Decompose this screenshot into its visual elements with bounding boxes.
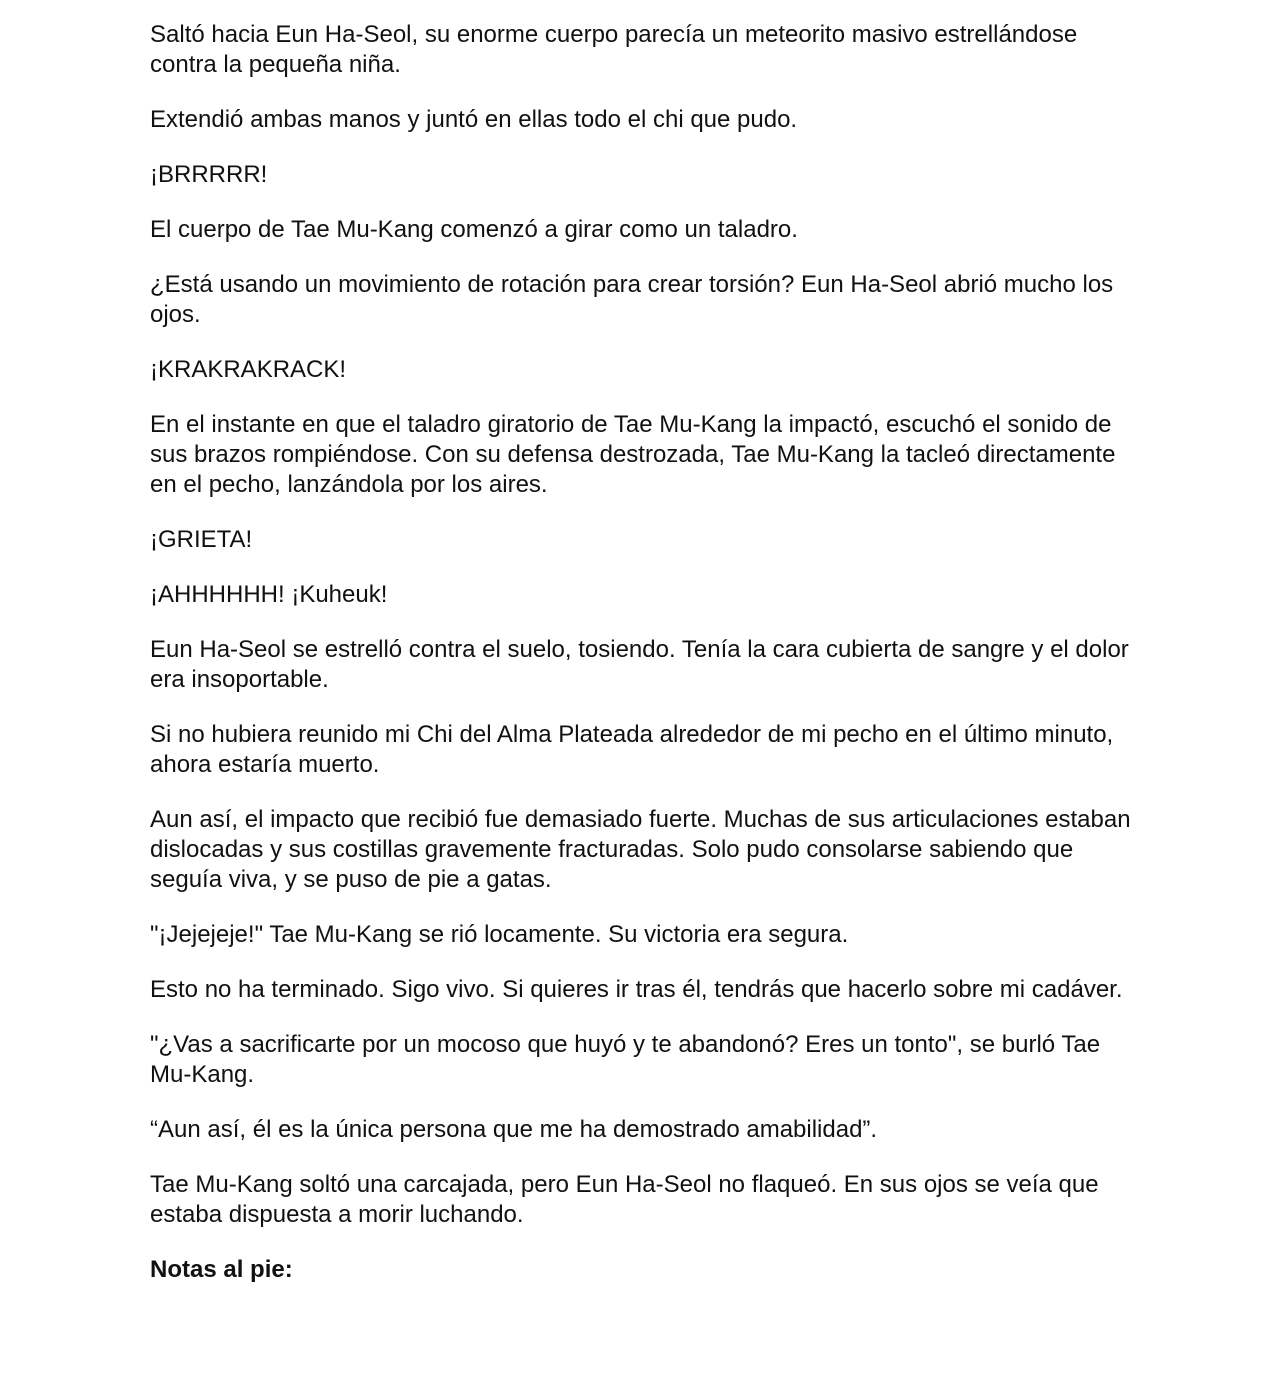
paragraph: El cuerpo de Tae Mu-Kang comenzó a girar como un taladro. [150, 216, 798, 243]
paragraph: ¡AHHHHHH! ¡Kuheuk! [150, 581, 388, 608]
paragraph: ¡KRAKRAKRACK! [150, 356, 347, 383]
paragraph: ¡BRRRRR! [150, 161, 268, 188]
document-page [150, 20, 1135, 1310]
paragraph: En el instante en que el taladro giratorio de Tae Mu-Kang la impactó, escuchó el sonido de sus brazos rompiéndose. Con su defensa destrozada, Tae Mu-Kang la tacleó directamente en el pecho, lanzándola por los aires. [150, 411, 1116, 498]
paragraph: ¿Está usando un movimiento de rotación para crear torsión? Eun Ha-Seol abrió mucho los ojos. [150, 271, 1114, 328]
paragraph: ¡GRIETA! [150, 526, 253, 553]
paragraph: "¿Vas a sacrificarte por un mocoso que huyó y te abandonó? Eres un tonto", se burló Tae Mu-Kang. [150, 1031, 1101, 1088]
paragraph: Si no hubiera reunido mi Chi del Alma Plateada alrededor de mi pecho en el último minuto, ahora estaría muerto. [150, 721, 1114, 778]
paragraph: Extendió ambas manos y juntó en ellas todo el chi que pudo. [150, 106, 798, 133]
paragraph: Tae Mu-Kang soltó una carcajada, pero Eun Ha-Seol no flaqueó. En sus ojos se veía que estaba dispuesta a morir luchando. [150, 1171, 1099, 1228]
paragraph: "¡Jejejeje!" Tae Mu-Kang se rió locamente. Su victoria era segura. [150, 921, 849, 948]
paragraph: Eun Ha-Seol se estrelló contra el suelo, tosiendo. Tenía la cara cubierta de sangre y el dolor era insoportable. [150, 636, 1129, 693]
paragraph: Aun así, el impacto que recibió fue demasiado fuerte. Muchas de sus articulaciones estaban dislocadas y sus costillas gravemente fracturadas. Solo pudo consolarse sabiendo que seguía viva, y se puso de pie a gatas. [150, 806, 1131, 893]
paragraph: Esto no ha terminado. Sigo vivo. Si quieres ir tras él, tendrás que hacerlo sobre mi cadáver. [150, 976, 1123, 1003]
paragraph: Saltó hacia Eun Ha-Seol, su enorme cuerpo parecía un meteorito masivo estrellándose contra la pequeña niña. [150, 21, 1078, 78]
paragraph: “Aun así, él es la única persona que me ha demostrado amabilidad”. [150, 1116, 878, 1143]
footnotes-heading: Notas al pie: [150, 1256, 293, 1283]
